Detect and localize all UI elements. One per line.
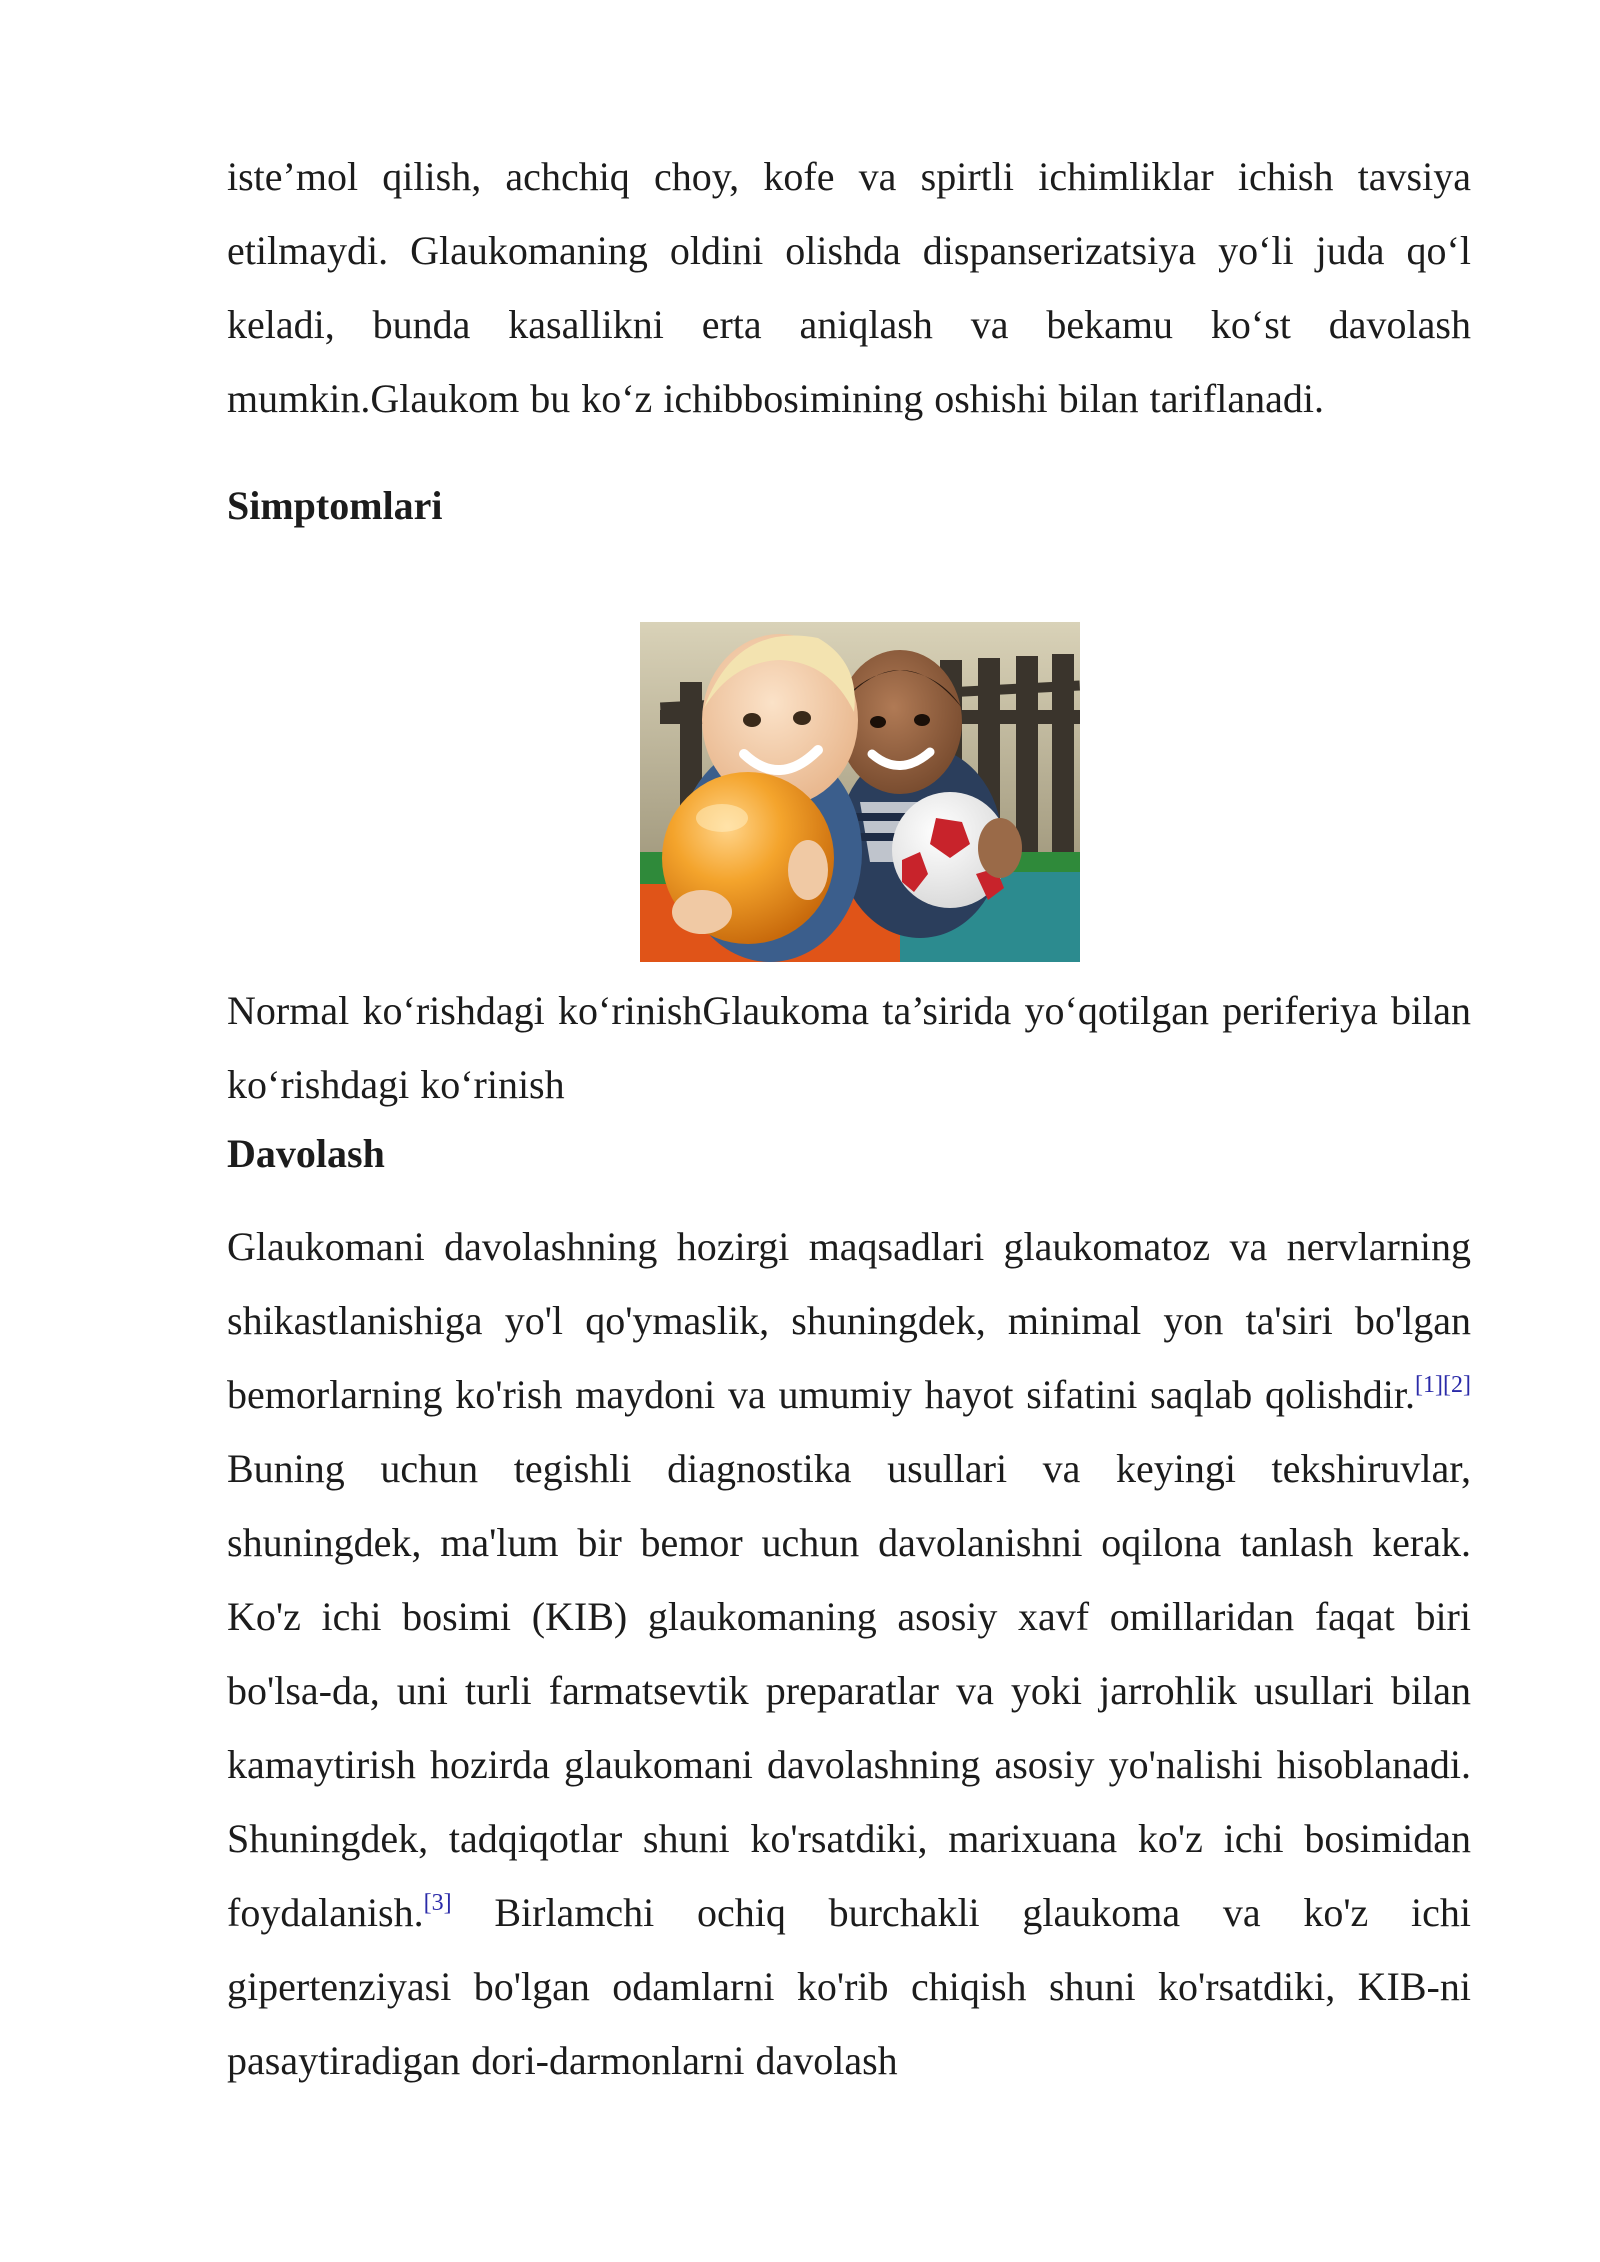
- children-with-balls-photo: [640, 622, 1080, 962]
- treatment-text-part-3: Birlamchi ochiq burchakli glaukoma va ko'z ichi gipertenziyasi bo'lgan odamlarni ko'rib chiqish shuni ko'rsatdiki, KIB-ni pasaytiradigan dori-darmonlarni davolash: [227, 1890, 1471, 2083]
- reference-superscript: [1415, 1372, 1471, 1398]
- reference-link-1[interactable]: [1]: [1415, 1372, 1444, 1398]
- figure-caption: Normal ko‘rishdagi ko‘rinishGlaukoma ta’sirida yo‘qotilgan periferiya bilan ko‘rishdagi ko‘rinish: [227, 988, 1471, 1107]
- reference-link-2[interactable]: [2]: [1443, 1372, 1471, 1398]
- symptoms-heading: Simptomlari: [227, 483, 443, 528]
- treatment-paragraph: [227, 1210, 1471, 2098]
- treatment-heading: Davolash: [227, 1131, 385, 1176]
- treatment-text-part-2: Buning uchun tegishli diagnostika usullari va keyingi tekshiruvlar, shuningdek, ma'lum bir bemor uchun davolanishni oqilona tanlash kerak. Ko'z ichi bosimi (KIB) glaukomaning asosiy xavf omillaridan faqat biri bo'lsa-da, uni turli farmatsevtik preparatlar va yoki jarrohlik usullari bilan kamaytirish hozirda glaukomani davolashning asosiy yo'nalishi hisoblanadi. Shuningdek, tadqiqotlar shuni ko'rsatdiki, marixuana ko'z ichi bosimidan foydalanish.: [227, 1446, 1471, 1935]
- reference-link-3[interactable]: [3]: [423, 1890, 452, 1916]
- treatment-text-part-1: Glaukomani davolashning hozirgi maqsadlari glaukomatoz va nervlarning shikastlanishiga yo'l qo'ymaslik, shuningdek, minimal yon ta'siri bo'lgan bemorlarning ko'rish maydoni va umumiy hayot sifatini saqlab qolishdir.: [227, 1224, 1471, 1417]
- intro-paragraph: iste’mol qilish, achchiq choy, kofe va spirtli ichimliklar ichish tavsiya etilmaydi. Glaukomaning oldini olishda dispanserizatsiya yo‘li juda qo‘l keladi, bunda kasallikni erta aniqlash va bekamu ko‘st davolash mumkin.Glaukom bu ko‘z ichibbosimining oshishi bilan tariflanadi.: [227, 154, 1471, 421]
- page-content: [227, 140, 1471, 2098]
- reference-superscript: [424, 1890, 452, 1916]
- figure: [227, 622, 1471, 962]
